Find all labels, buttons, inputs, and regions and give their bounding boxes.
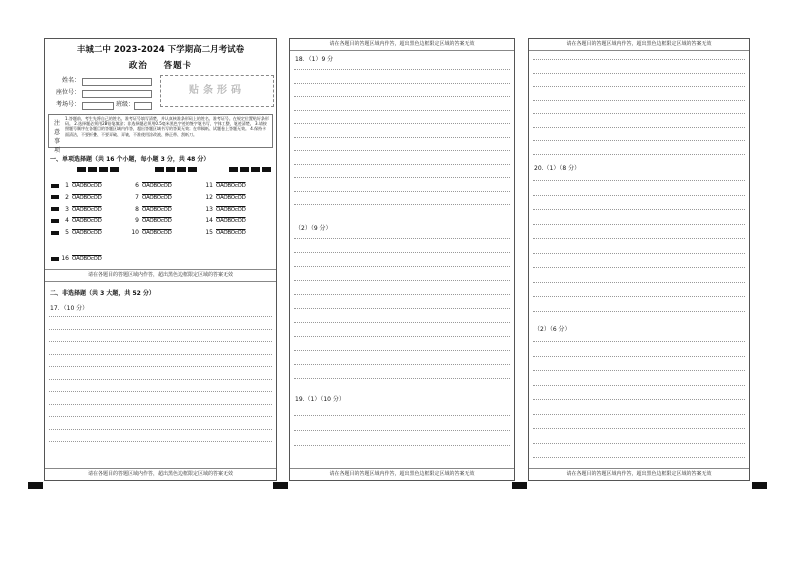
answer-line bbox=[533, 73, 745, 74]
mc-question-number: 8 bbox=[135, 205, 139, 213]
mc-option-bubbles[interactable]: ŌAŌBŌcŌD bbox=[142, 183, 172, 189]
student-info bbox=[48, 75, 273, 111]
timing-mark bbox=[188, 167, 197, 172]
mc-option-bubbles[interactable]: ŌAŌBŌcŌD bbox=[72, 256, 102, 263]
mc-option-bubbles[interactable]: ŌAŌBŌcŌD bbox=[142, 206, 172, 213]
q19-1-answer-area[interactable] bbox=[290, 403, 514, 463]
q18-1-answer-area[interactable] bbox=[290, 63, 514, 223]
answer-line bbox=[533, 195, 745, 196]
answer-line bbox=[533, 428, 745, 429]
answer-line bbox=[533, 100, 745, 101]
notice-bar: 请在各题目的答题区域内作答，超出黑色边框限定区域的答案无效 bbox=[45, 269, 276, 282]
rules-box bbox=[48, 114, 273, 154]
answer-line bbox=[533, 224, 745, 225]
answer-line bbox=[294, 123, 510, 124]
positioning-mark bbox=[28, 482, 43, 489]
answer-line bbox=[294, 364, 510, 365]
answer-line bbox=[294, 294, 510, 295]
answer-line bbox=[49, 441, 272, 442]
timing-mark bbox=[51, 195, 59, 199]
notice-bar: 请在各题目的答题区域内作答，超出黑色边框限定区域的答案无效 bbox=[45, 468, 276, 480]
answer-column-2 bbox=[289, 38, 515, 481]
mc-option-bubbles[interactable]: ŌAŌBŌcŌD bbox=[72, 194, 102, 201]
multiple-choice-grid bbox=[45, 167, 276, 269]
timing-mark bbox=[51, 207, 59, 211]
timing-mark bbox=[99, 167, 108, 172]
answer-line bbox=[294, 415, 510, 416]
positioning-mark bbox=[273, 482, 288, 489]
answer-line bbox=[533, 370, 745, 371]
mc-question-number: 11 bbox=[205, 182, 213, 189]
mc-question-row bbox=[51, 205, 102, 215]
answer-line bbox=[533, 253, 745, 254]
answer-line bbox=[294, 83, 510, 84]
answer-line bbox=[533, 311, 745, 312]
answer-line bbox=[533, 180, 745, 181]
answer-line bbox=[49, 354, 272, 355]
answer-line bbox=[294, 96, 510, 97]
answer-line bbox=[294, 110, 510, 111]
mc-question-row bbox=[203, 216, 246, 226]
rules-label: 注 意 事 项 bbox=[53, 120, 60, 154]
mc-question-number: 12 bbox=[205, 193, 213, 201]
positioning-mark bbox=[512, 482, 527, 489]
mc-option-bubbles[interactable]: ŌAŌBŌcŌD bbox=[72, 218, 102, 225]
subject-label: 政治 bbox=[128, 61, 148, 71]
answer-line bbox=[294, 322, 510, 323]
q18-2-answer-area[interactable] bbox=[290, 232, 514, 394]
rules-text: 1.答题前，考生先将自己的姓名、准考证号填写清楚，并认真核准条形码上的姓名、准考证号。在规定位置贴好条形码。 2.选择题必须用2B铅笔填涂；非选择题必须用0.5毫米黑色字迹的签字笔书写，字体工整，笔迹清楚。 3.请按照题号顺序在各题目的答题区域内作答，超出答题区域书写的答案无效；在草稿纸、试题卷上答题无效。 4.保持卡面清洁，不要折叠、不要弄破、弄皱，不准使用涂改液、修正带、刮纸刀。 bbox=[65, 116, 269, 137]
name-label: 姓名： bbox=[61, 77, 80, 84]
section1-title: 一、单项选择题（共 16 个小题，每小题 3 分，共 48 分） bbox=[50, 156, 210, 163]
answer-line bbox=[533, 457, 745, 458]
mc-question-row bbox=[51, 254, 102, 264]
answer-line bbox=[294, 252, 510, 253]
timing-mark bbox=[251, 167, 260, 172]
answer-line bbox=[533, 282, 745, 283]
timing-mark bbox=[155, 167, 164, 172]
mc-question-number: 16 bbox=[61, 255, 69, 263]
answer-line bbox=[294, 191, 510, 192]
mc-option-bubbles[interactable]: ŌAŌBŌcŌD bbox=[142, 194, 172, 201]
notice-bar: 请在各题目的答题区域内作答，超出黑色边框限定区域的答案无效 bbox=[529, 468, 749, 480]
mc-option-bubbles[interactable]: ŌAŌBŌcŌD bbox=[142, 230, 172, 237]
answer-line bbox=[294, 137, 510, 138]
answer-line bbox=[533, 399, 745, 400]
mc-option-bubbles[interactable]: ŌAŌBŌcŌD bbox=[72, 183, 102, 189]
answer-line bbox=[294, 266, 510, 267]
mc-question-number: 15 bbox=[205, 229, 213, 237]
answer-line bbox=[294, 308, 510, 309]
answer-column-3 bbox=[528, 38, 750, 481]
mc-question-number: 14 bbox=[205, 217, 213, 225]
mc-option-bubbles[interactable]: ŌAŌBŌcŌD bbox=[216, 206, 246, 213]
mc-option-bubbles[interactable]: ŌAŌBŌcŌD bbox=[72, 206, 102, 213]
mc-question-row bbox=[203, 228, 246, 238]
mc-option-bubbles[interactable]: ŌAŌBŌcŌD bbox=[72, 230, 102, 237]
seat-label: 座位号： bbox=[56, 89, 81, 96]
answer-column-1 bbox=[44, 38, 277, 481]
seat-field[interactable] bbox=[82, 90, 152, 98]
answer-line bbox=[533, 59, 745, 60]
timing-mark bbox=[77, 167, 86, 172]
answer-line bbox=[533, 267, 745, 268]
answer-line bbox=[533, 296, 745, 297]
mc-question-row bbox=[129, 193, 172, 203]
q20-2-answer-area[interactable] bbox=[529, 333, 749, 473]
answer-line bbox=[533, 356, 745, 357]
mc-question-row bbox=[129, 228, 172, 238]
mc-question-number: 1 bbox=[65, 182, 69, 189]
timing-mark bbox=[240, 167, 249, 172]
positioning-mark bbox=[752, 482, 767, 489]
mc-option-bubbles[interactable]: ŌAŌBŌcŌD bbox=[216, 183, 246, 189]
answer-line bbox=[294, 238, 510, 239]
answer-line bbox=[49, 391, 272, 392]
class-field[interactable] bbox=[134, 102, 152, 110]
answer-line bbox=[49, 341, 272, 342]
answer-line bbox=[533, 154, 745, 155]
notice-bar: 请在各题目的答题区域内作答，超出黑色边框限定区域的答案无效 bbox=[529, 39, 749, 51]
mc-option-bubbles[interactable]: ŌAŌBŌcŌD bbox=[216, 194, 246, 201]
answer-line bbox=[533, 385, 745, 386]
answer-line bbox=[294, 150, 510, 151]
answer-line bbox=[533, 86, 745, 87]
q20-1-title: 20.（1）（8 分） bbox=[534, 165, 581, 172]
mc-option-bubbles[interactable]: ŌAŌBŌcŌD bbox=[216, 230, 246, 237]
q18-2-title: （2）（9 分） bbox=[295, 225, 332, 232]
timing-mark bbox=[262, 167, 271, 172]
answer-line bbox=[294, 445, 510, 446]
mc-question-number: 3 bbox=[65, 205, 69, 213]
answer-line bbox=[533, 341, 745, 342]
mc-question-row bbox=[129, 216, 172, 226]
name-field[interactable] bbox=[82, 78, 152, 86]
mc-question-number: 5 bbox=[65, 229, 69, 237]
answer-line bbox=[294, 378, 510, 379]
answer-line bbox=[533, 140, 745, 141]
card-subtitle bbox=[45, 59, 276, 71]
q20-1-answer-area[interactable] bbox=[529, 172, 749, 324]
answer-line bbox=[294, 336, 510, 337]
mc-option-bubbles[interactable]: ŌAŌBŌcŌD bbox=[142, 218, 172, 225]
timing-mark bbox=[51, 257, 59, 261]
timing-mark bbox=[88, 167, 97, 172]
mc-question-row bbox=[51, 181, 102, 191]
answer-line bbox=[533, 113, 745, 114]
answer-line bbox=[294, 204, 510, 205]
notice-bar: 请在各题目的答题区域内作答，超出黑色边框限定区域的答案无效 bbox=[290, 468, 514, 480]
answer-line bbox=[294, 164, 510, 165]
mc-question-number: 10 bbox=[131, 229, 139, 237]
answer-line bbox=[294, 69, 510, 70]
q19-1-title: 19.（1）（10 分） bbox=[295, 396, 345, 403]
answer-line bbox=[49, 429, 272, 430]
answer-line bbox=[49, 329, 272, 330]
answer-line bbox=[294, 430, 510, 431]
mc-question-row bbox=[51, 228, 102, 238]
timing-mark bbox=[166, 167, 175, 172]
exam-title: 丰城二中 2023-2024 下学期高二月考试卷 bbox=[76, 45, 245, 55]
mc-question-row bbox=[129, 205, 172, 215]
room-field[interactable] bbox=[82, 102, 114, 110]
timing-mark bbox=[110, 167, 119, 172]
answer-line bbox=[533, 127, 745, 128]
timing-mark bbox=[229, 167, 238, 172]
q17-title: 17．（10 分） bbox=[50, 305, 89, 312]
mc-question-row bbox=[203, 205, 246, 215]
timing-mark bbox=[51, 231, 59, 235]
answer-line bbox=[49, 379, 272, 380]
barcode-area: 贴条形码 bbox=[160, 75, 274, 107]
mc-question-number: 9 bbox=[135, 217, 139, 225]
mc-question-row bbox=[203, 193, 246, 203]
mc-question-row bbox=[203, 181, 246, 191]
timing-mark bbox=[51, 219, 59, 223]
mc-question-number: 13 bbox=[205, 205, 213, 213]
room-label: 考场号： bbox=[56, 101, 81, 108]
mc-question-number: 4 bbox=[65, 217, 69, 225]
mc-question-number: 2 bbox=[65, 193, 69, 201]
mc-question-number: 7 bbox=[135, 193, 139, 201]
timing-mark bbox=[51, 184, 59, 188]
mc-question-number: 6 bbox=[135, 182, 139, 189]
mc-question-row bbox=[51, 216, 102, 226]
answer-line bbox=[49, 366, 272, 367]
answer-line bbox=[533, 238, 745, 239]
mc-question-row bbox=[51, 193, 102, 203]
mc-question-row bbox=[129, 181, 172, 191]
answer-line bbox=[533, 209, 745, 210]
answer-line bbox=[294, 280, 510, 281]
q18-1-title: 18．（1）9 分 bbox=[295, 56, 334, 63]
answer-line bbox=[294, 177, 510, 178]
mc-option-bubbles[interactable]: ŌAŌBŌcŌD bbox=[216, 218, 246, 225]
class-label: 班级： bbox=[116, 101, 135, 108]
card-label: 答题卡 bbox=[163, 61, 193, 71]
timing-mark bbox=[177, 167, 186, 172]
q17-answer-area[interactable] bbox=[45, 312, 276, 452]
section2-title: 二、非选择题（共 3 大题，共 52 分） bbox=[50, 290, 155, 297]
q19-2-answer-area[interactable] bbox=[529, 51, 749, 163]
answer-line bbox=[533, 443, 745, 444]
q20-2-title: （2）（6 分） bbox=[534, 326, 571, 333]
answer-line bbox=[49, 404, 272, 405]
answer-line bbox=[49, 316, 272, 317]
answer-line bbox=[294, 350, 510, 351]
answer-line bbox=[533, 414, 745, 415]
answer-line bbox=[49, 416, 272, 417]
notice-bar: 请在各题目的答题区域内作答，超出黑色边框限定区域的答案无效 bbox=[290, 39, 514, 51]
